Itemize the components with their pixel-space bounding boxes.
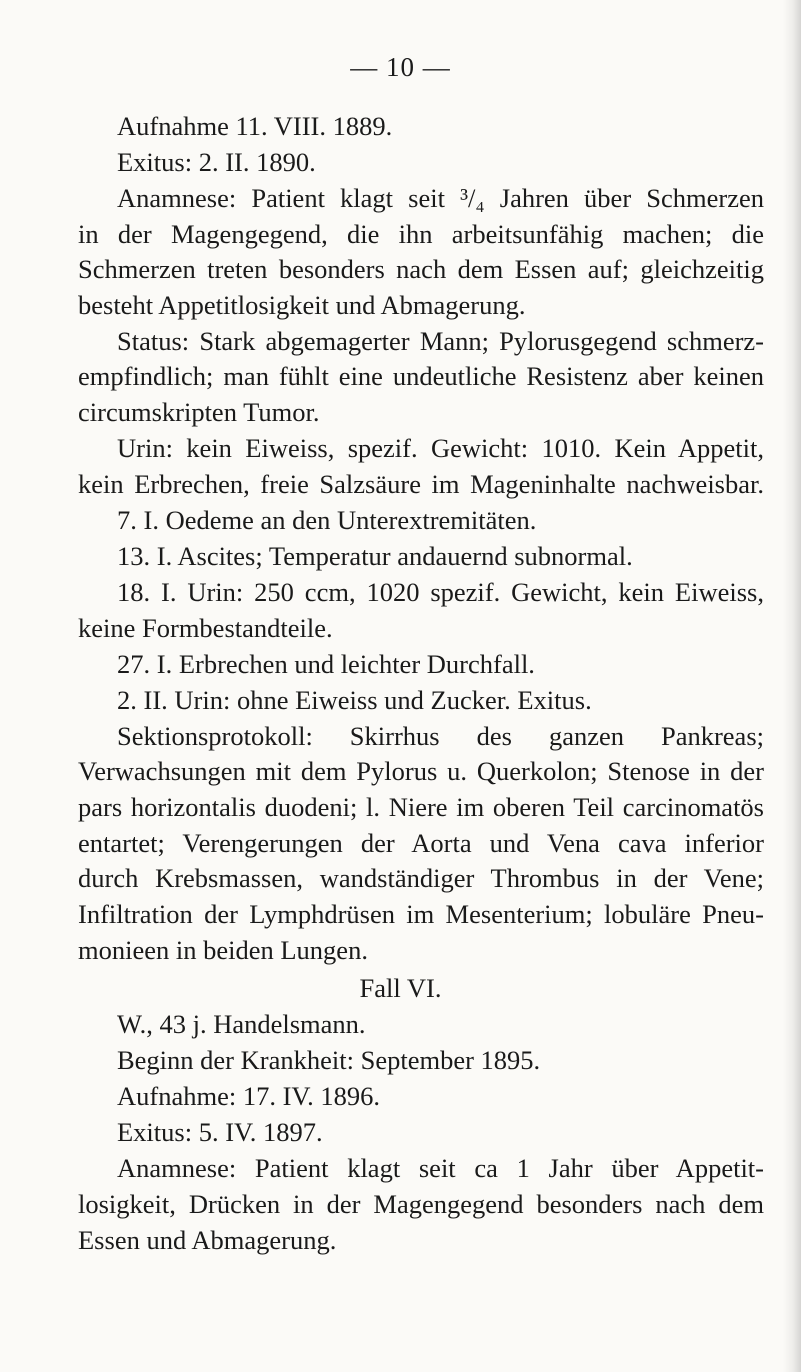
- page-number: — 10 —: [350, 52, 451, 82]
- text-line: durch Krebsmassen, wandständiger Thrombus in der Vene;: [78, 863, 764, 893]
- text-line: Essen und Abmagerung.: [78, 1225, 337, 1255]
- text-line: 7. I. Oedeme an den Unterextremitäten.: [117, 505, 537, 535]
- text-line: Status: Stark abgemagerter Mann; Pylorusgegend schmerz-: [117, 326, 764, 356]
- text-line: empfindlich; man fühlt eine undeutliche Resistenz aber keinen: [78, 361, 764, 391]
- text-line: 27. I. Erbrechen und leichter Durchfall.: [117, 649, 535, 679]
- text-line: monieen in beiden Lungen.: [78, 935, 368, 965]
- text-line: Verwachsungen mit dem Pylorus u. Querkolon; Stenose in der: [78, 756, 764, 786]
- text-line: Exitus: 2. II. 1890.: [117, 147, 316, 177]
- text-line: in der Magengegend, die ihn arbeitsunfähig machen; die: [78, 219, 764, 249]
- text-line: Urin: kein Eiweiss, spezif. Gewicht: 1010. Kein Appetit,: [117, 433, 764, 463]
- text-line: Aufnahme: 17. IV. 1896.: [117, 1081, 381, 1111]
- text-line: 18. I. Urin: 250 ccm, 1020 spezif. Gewicht, kein Eiweiss,: [117, 577, 764, 607]
- text-line: W., 43 j. Handelsmann.: [117, 1009, 366, 1039]
- text-line: keine Formbestandteile.: [78, 613, 333, 643]
- section-heading: Fall VI.: [359, 973, 442, 1003]
- text-line: circumskripten Tumor.: [78, 397, 320, 427]
- text-line: Anamnese: Patient klagt seit ³/₄ Jahren über Schmerzen: [117, 183, 764, 213]
- text-line: Schmerzen treten besonders nach dem Essen auf; gleichzeitig: [78, 254, 764, 284]
- text-line: entartet; Verengerungen der Aorta und Vena cava inferior: [78, 828, 764, 858]
- text-line: Aufnahme 11. VIII. 1889.: [117, 111, 393, 141]
- text-line: Sektionsprotokoll: Skirrhus des ganzen Pankreas;: [117, 721, 764, 751]
- text-line: Infiltration der Lymphdrüsen im Mesenterium; lobuläre Pneu-: [78, 899, 764, 929]
- text-line: pars horizontalis duodeni; l. Niere im oberen Teil carcinomatös: [78, 792, 764, 822]
- text-line: Anamnese: Patient klagt seit ca 1 Jahr über Appetit-: [117, 1153, 764, 1183]
- text-line: besteht Appetitlosigkeit und Abmagerung.: [78, 290, 526, 320]
- text-line: Beginn der Krankheit: September 1895.: [117, 1045, 541, 1075]
- text-line: losigkeit, Drücken in der Magengegend besonders nach dem: [78, 1189, 764, 1219]
- text-line: kein Erbrechen, freie Salzsäure im Mageninhalte nachweisbar.: [78, 469, 764, 499]
- text-line: 13. I. Ascites; Temperatur andauernd subnormal.: [117, 541, 633, 571]
- text-line: 2. II. Urin: ohne Eiweiss und Zucker. Exitus.: [117, 685, 592, 715]
- text-line: Exitus: 5. IV. 1897.: [117, 1117, 323, 1147]
